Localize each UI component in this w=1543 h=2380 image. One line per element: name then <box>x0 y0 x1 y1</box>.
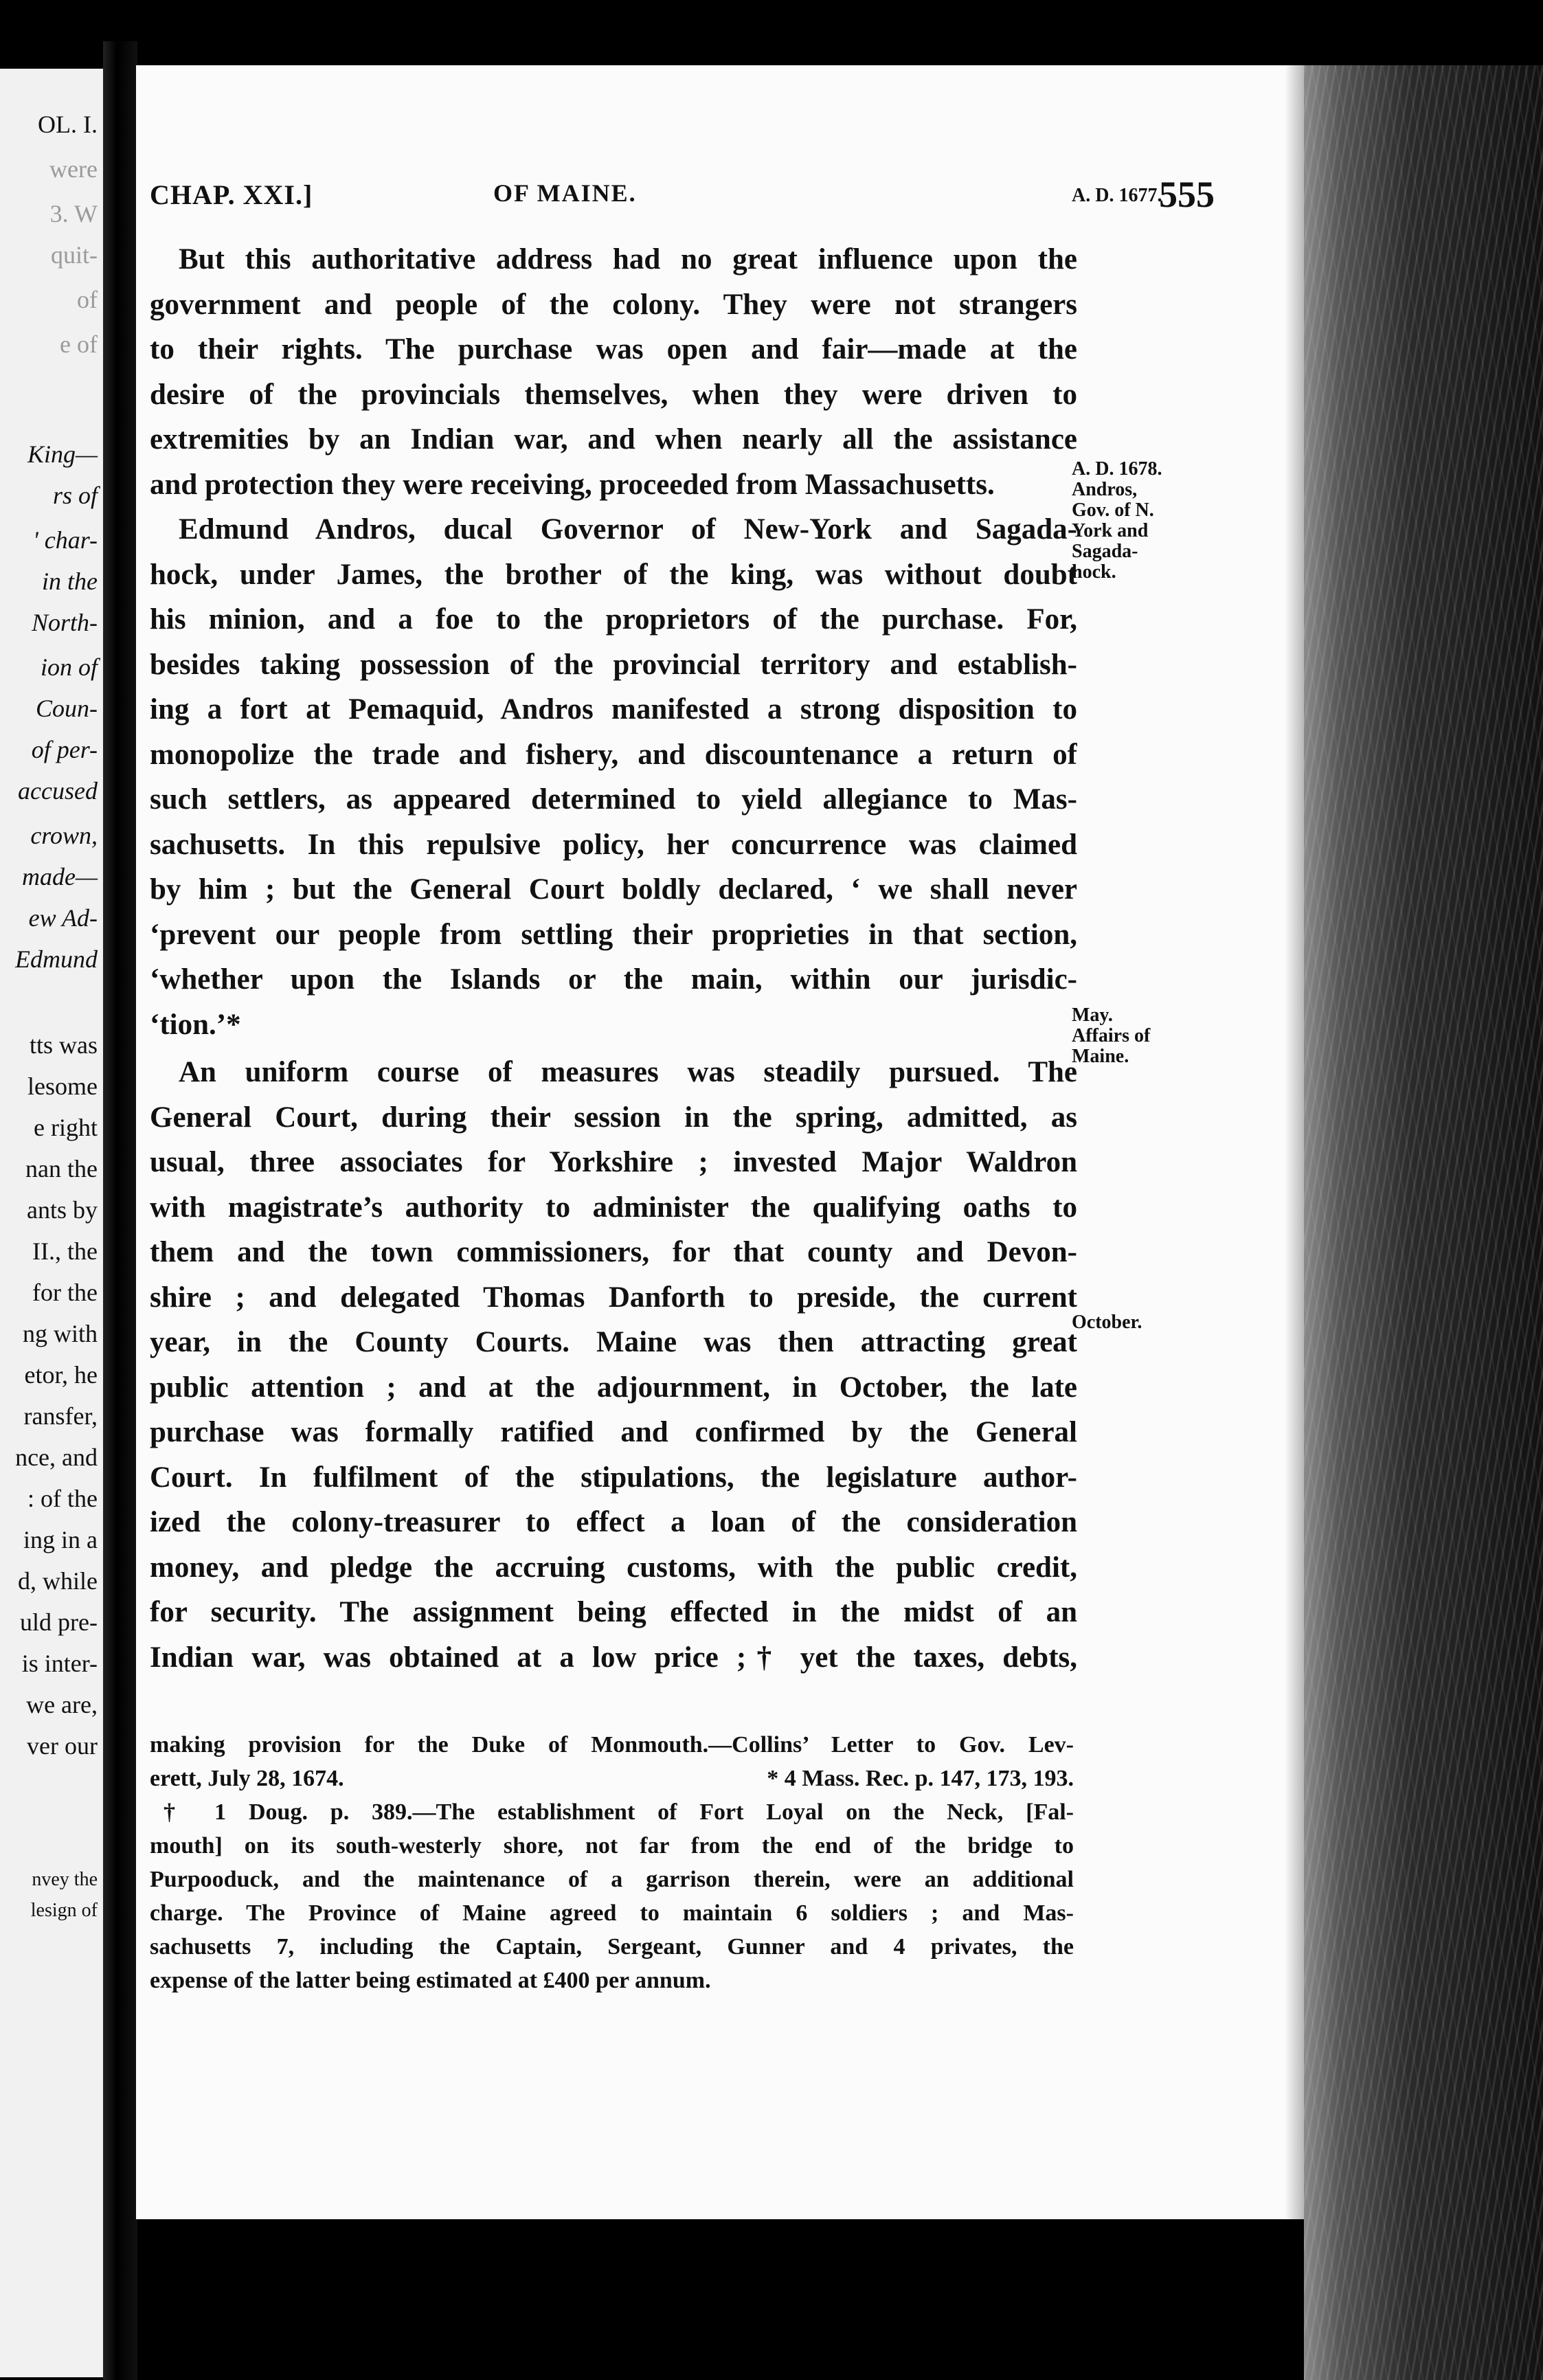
text-line: year, in the County Courts. Maine was then attracting great <box>150 1326 1077 1358</box>
facing-page-fragment: of per- <box>31 736 98 763</box>
text-line: his minion, and a foe to the proprietors of the purchase. For, <box>150 603 1077 636</box>
footnote-line: † 1 Doug. p. 389.—The establishment of Fort Loyal on the Neck, [Fal- <box>164 1799 1074 1825</box>
facing-page-fragment: accused <box>18 777 98 805</box>
text-line: sachusetts. In this repulsive policy, her concurrence was claimed <box>150 828 1077 861</box>
facing-page-fragment: nce, and <box>15 1444 98 1471</box>
text-line: public attention ; and at the adjournment, in October, the late <box>150 1371 1077 1404</box>
facing-page-fragment: uld pre- <box>20 1608 98 1636</box>
facing-page-fragment: in the <box>42 568 98 595</box>
margin-note: A. D. 1677. <box>1072 185 1162 206</box>
facing-page-fragment: ransfer, <box>23 1402 98 1430</box>
body-text <box>150 237 1077 1680</box>
text-line: with magistrate’s authority to administer the qualifying oaths to <box>150 1191 1077 1224</box>
book-page <box>136 65 1304 2219</box>
text-line: Indian war, was obtained at a low price ;† yet the taxes, debts, <box>150 1641 1077 1674</box>
text-line: An uniform course of measures was steadily pursued. The <box>179 1056 1077 1088</box>
margin-note: October. <box>1072 1312 1142 1333</box>
text-line: ing a fort at Pemaquid, Andros manifested a strong disposition to <box>150 693 1077 726</box>
text-line: Court. In fulfilment of the stipulations, the legislature author- <box>150 1461 1077 1494</box>
facing-page-fragment: lesign of <box>30 1900 98 1921</box>
facing-page-fragment: ion of <box>40 653 98 681</box>
text-line: ‘tion.’* <box>150 1008 241 1041</box>
text-line: to their rights. The purchase was open and fair—made at the <box>150 333 1077 366</box>
text-line: besides taking possession of the provincial territory and establish- <box>150 648 1077 681</box>
text-line: shire ; and delegated Thomas Danforth to preside, the current <box>150 1281 1077 1314</box>
facing-page-fragment: Edmund <box>15 945 98 973</box>
footnote-line: sachusetts 7, including the Captain, Sergeant, Gunner and 4 privates, the <box>150 1934 1074 1960</box>
text-line: hock, under James, the brother of the king, was without doubt <box>150 558 1077 591</box>
facing-page-fragment: ants by <box>27 1196 98 1224</box>
footnote-line: mouth] on its south-westerly shore, not far from the end of the bridge to <box>150 1833 1074 1859</box>
page-number: 555 <box>1159 174 1215 215</box>
scan-background-edge <box>1304 65 1543 2380</box>
facing-page-fragment: e right <box>34 1114 98 1141</box>
book-gutter <box>103 41 137 2380</box>
text-line: General Court, during their session in the spring, admitted, as <box>150 1101 1077 1134</box>
running-title: OF MAINE. <box>493 179 637 207</box>
facing-page-fragment: Coun- <box>36 695 98 722</box>
facing-page-fragment: nvey the <box>32 1869 98 1890</box>
facing-page-fragment: d, while <box>18 1567 98 1595</box>
running-head <box>136 174 1215 227</box>
footnote-line: making provision for the Duke of Monmouth.—Collins’ Letter to Gov. Lev- <box>150 1732 1074 1758</box>
facing-page-fragment: made— <box>22 863 98 890</box>
text-line: and protection they were receiving, proceeded from Massachusetts. <box>150 468 995 501</box>
footnote-line: charge. The Province of Maine agreed to maintain 6 soldiers ; and Mas- <box>150 1900 1074 1926</box>
footnote-reference: * 4 Mass. Rec. p. 147, 173, 193. <box>767 1766 1074 1791</box>
footnote-line: Purpooduck, and the maintenance of a garrison therein, were an additional <box>150 1867 1074 1892</box>
text-line: ‘prevent our people from settling their proprieties in that section, <box>150 918 1077 951</box>
facing-page-fragment: crown, <box>30 822 98 849</box>
text-line: extremities by an Indian war, and when nearly all the assistance <box>150 423 1077 456</box>
footnote-text: erett, July 28, 1674. <box>150 1766 344 1791</box>
text-line: But this authoritative address had no great influence upon the <box>179 243 1077 276</box>
text-line: usual, three associates for Yorkshire ; invested Major Waldron <box>150 1146 1077 1178</box>
text-line: monopolize the trade and fishery, and discountenance a return of <box>150 738 1077 771</box>
text-line: them and the town commissioners, for that county and Devon- <box>150 1236 1077 1268</box>
text-line: ‘whether upon the Islands or the main, within our jurisdic- <box>150 963 1077 996</box>
facing-page-fragment: quit- <box>51 241 98 269</box>
facing-page-fragment: is inter- <box>21 1650 98 1677</box>
facing-page-fragment: e of <box>60 330 98 358</box>
facing-page-fragment: tts was <box>30 1031 98 1059</box>
facing-page-fragment: ing in a <box>23 1526 98 1553</box>
margin-note: May. Affairs of Maine. <box>1072 1004 1151 1067</box>
facing-page-fragment: OL. I. <box>38 111 98 138</box>
facing-page-fragment: ' char- <box>33 526 98 554</box>
facing-page-fragment: rs of <box>52 482 98 509</box>
text-line: Edmund Andros, ducal Governor of New-York and Sagada- <box>179 513 1077 546</box>
facing-page-fragment: for the <box>32 1279 98 1306</box>
text-line: money, and pledge the accruing customs, with the public credit, <box>150 1551 1077 1584</box>
facing-page-fragment: etor, he <box>24 1361 98 1389</box>
footnote-line: expense of the latter being estimated at £400 per annum. <box>150 1968 711 1993</box>
footnote-row <box>150 1762 1074 1795</box>
facing-page-fragment: ew Ad- <box>28 904 98 932</box>
facing-page-fragment: lesome <box>27 1073 98 1100</box>
facing-page-fragment: II., the <box>32 1237 98 1265</box>
text-line: desire of the provincials themselves, when they were driven to <box>150 378 1077 411</box>
facing-page-fragment: North- <box>31 609 98 636</box>
text-line: for security. The assignment being effected in the midst of an <box>150 1596 1077 1628</box>
margin-note: A. D. 1678. Andros, Gov. of N. York and Sagada- hock. <box>1072 458 1162 583</box>
facing-page-fragment: ng with <box>22 1320 98 1347</box>
facing-page-fragment: we are, <box>26 1691 98 1718</box>
footnotes <box>150 1728 1074 1997</box>
facing-page-fragment: ver our <box>27 1732 98 1760</box>
facing-page-fragment: : of the <box>27 1485 98 1512</box>
facing-page-fragment: 3. W <box>49 200 98 227</box>
facing-page-fragment: King— <box>27 440 98 468</box>
text-line: purchase was formally ratified and confirmed by the General <box>150 1416 1077 1448</box>
facing-page-fragment: of <box>77 286 98 313</box>
chapter-label: CHAP. XXI.] <box>150 179 313 210</box>
text-line: ized the colony-treasurer to effect a loan of the consideration <box>150 1506 1077 1538</box>
text-line: government and people of the colony. They were not strangers <box>150 288 1077 321</box>
text-line: such settlers, as appeared determined to yield allegiance to Mas- <box>150 783 1077 816</box>
facing-page-strip <box>0 69 103 2377</box>
text-line: by him ; but the General Court boldly declared, ‘ we shall never <box>150 873 1077 906</box>
facing-page-fragment: were <box>49 155 98 183</box>
facing-page-fragment: nan the <box>25 1155 98 1182</box>
